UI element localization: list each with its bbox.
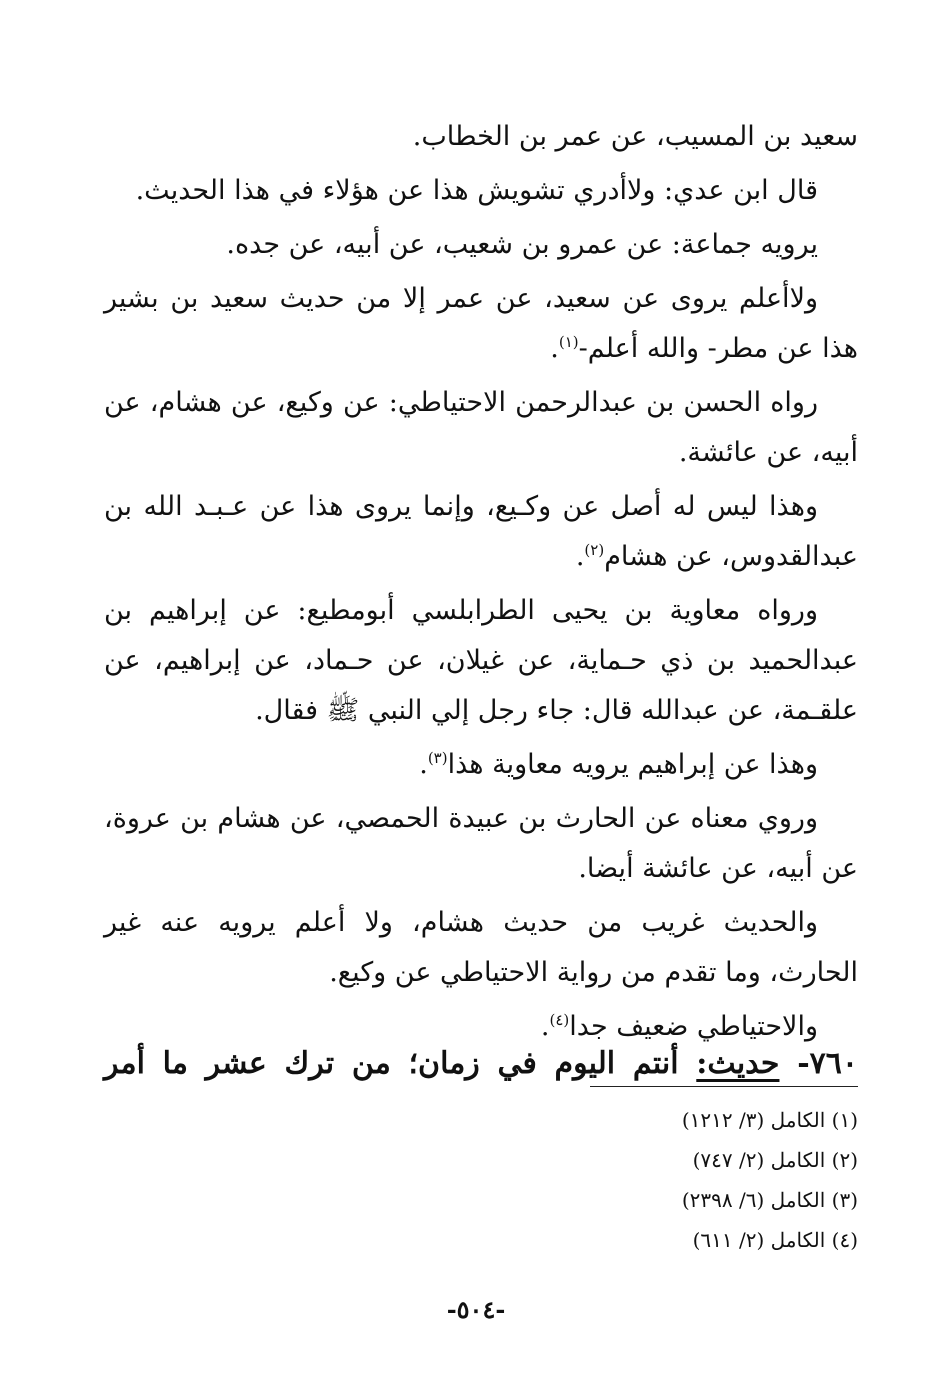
footnote-marker: (٢) [584, 541, 605, 559]
paragraph: وهذا ليس له أصل عن وكـيع، وإنما يروى هذا عن عـبـد الله بن عبدالقدوس، عن هشام$^{(٢)}$. [104, 491, 858, 572]
paragraph: وروي معناه عن الحارث بن عبيدة الحمصي، عن هشام بن عروة، عن أبيه، عن عائشة أيضا. [104, 803, 858, 884]
footnote-item: (٢) الكامل (٢/ ٧٤٧) [692, 1148, 858, 1172]
paragraph: قال ابن عدي: ولاأدري تشويش هذا عن هؤلاء في هذا الحديث. [135, 175, 818, 206]
paragraph: يرويه جماعة: عن عمرو بن شعيب، عن أبيه، عن جده. [226, 229, 818, 260]
body-text [104, 112, 858, 1056]
paragraph: والاحتياطي ضعيف جدا$^{(٤)}$. [540, 1011, 818, 1042]
footnote-item: (١) الكامل (٣/ ١٢١٢) [681, 1108, 858, 1132]
hadith-title: أنتم اليوم في زمان؛ من ترك عشر ما أمر [104, 1046, 679, 1081]
footnote-item: (٣) الكامل (٦/ ٢٣٩٨) [681, 1188, 858, 1212]
page-number: -٥٠٤- [446, 1295, 506, 1324]
hadith-number: ٧٦٠- [797, 1046, 858, 1081]
paragraph: وهذا عن إبراهيم يرويه معاوية هذا$^{(٣)}$. [419, 749, 818, 780]
hadith-label: حديث: [696, 1046, 780, 1081]
paragraph: ورواه معاوية بن يحيى الطرابلسي أبومطيع: عن إبراهيم بن عبدالحميد بن ذي حـماية، عن غيلان، عن حـماد، عن إبراهيم، عن علقـمة، عن عبدالله قال: جاء رجل إلي النبي ﷺ فقال. [104, 595, 858, 726]
footnote-marker: (٤) [549, 1011, 570, 1029]
paragraph: ولاأعلم يروى عن سعيد، عن عمر إلا من حديث سعيد بن بشير هذا عن مطر- والله أعلم-$^{(١)}$. [104, 283, 858, 364]
footnotes [458, 1100, 858, 1260]
paragraph: والحديث غريب من حديث هشام، ولا أعلم يرويه عنه غير الحارث، وما تقدم من رواية الاحتياطي عن وكيع. [104, 907, 858, 988]
hadith-heading [104, 1042, 858, 1086]
paragraph: سعيد بن المسيب، عن عمر بن الخطاب. [412, 121, 858, 152]
footnote-marker: (٣) [427, 749, 448, 767]
footnote-marker: (١) [558, 333, 579, 351]
footnote-item: (٤) الكامل (٢/ ٦١١) [692, 1228, 858, 1252]
paragraph: رواه الحسن بن عبدالرحمن الاحتياطي: عن وكيع، عن هشام، عن أبيه، عن عائشة. [104, 387, 858, 468]
footnote-divider [590, 1086, 858, 1087]
